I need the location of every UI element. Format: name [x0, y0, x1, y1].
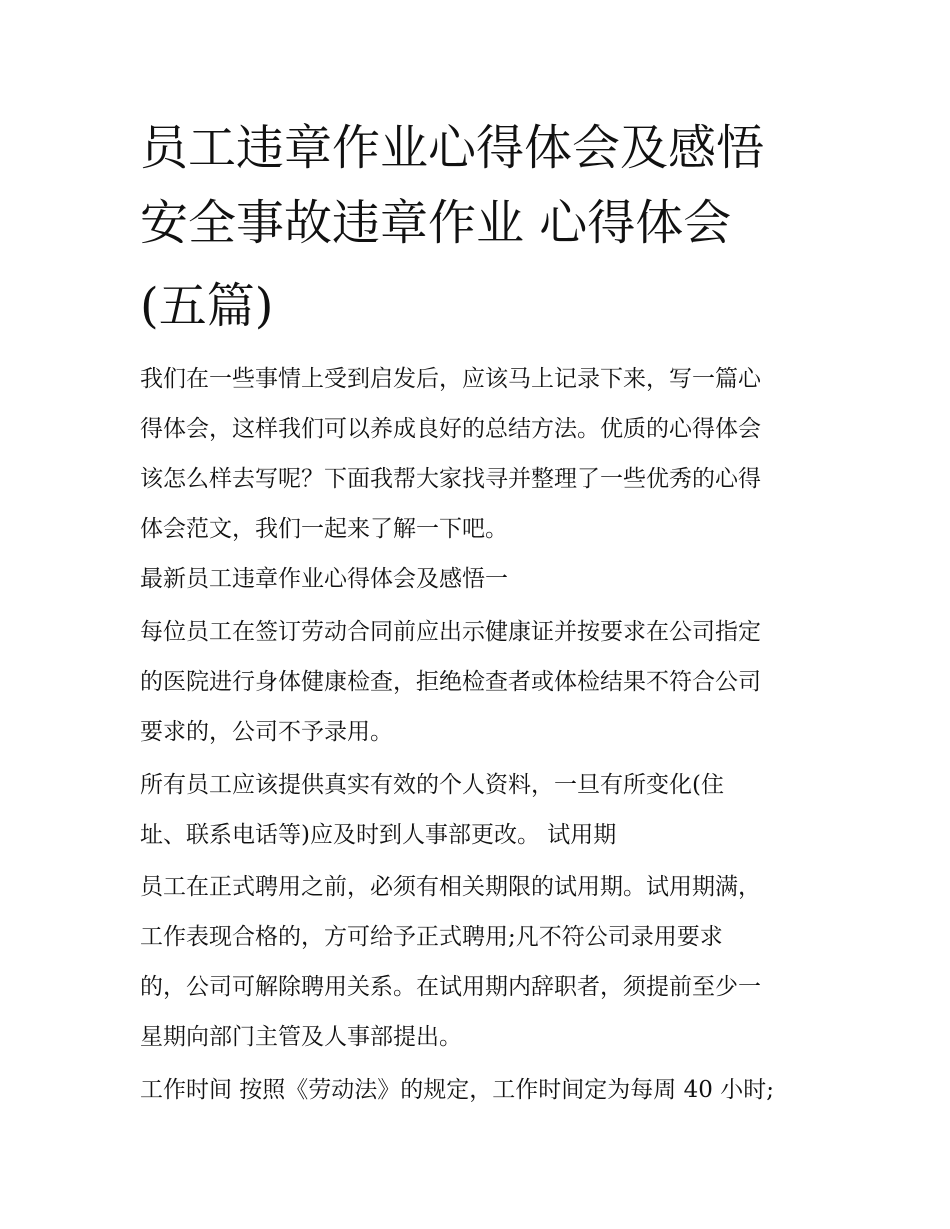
paragraph-health-line-2: 的医院进行身体健康检查，拒绝检查者或体检结果不符合公司	[140, 669, 761, 695]
paragraph-info-line-2: 址、联系电话等)应及时到人事部更改。 试用期	[140, 822, 617, 848]
document-title-line-3: (五篇)	[140, 278, 274, 334]
intro-line-1: 我们在一些事情上受到启发后，应该马上记录下来，写一篇心	[140, 366, 761, 392]
paragraph-worktime-line-1: 工作时间 按照《劳动法》的规定，工作时间定为每周 40 小时;	[140, 1077, 774, 1103]
paragraph-probation-line-3: 的，公司可解除聘用关系。在试用期内辞职者，须提前至少一	[140, 974, 761, 1000]
section-heading: 最新员工违章作业心得体会及感悟一	[140, 566, 508, 592]
paragraph-health-line-3: 要求的，公司不予录用。	[140, 719, 393, 745]
paragraph-probation-line-4: 星期向部门主管及人事部提出。	[140, 1024, 462, 1050]
document-title-line-2: 安全事故违章作业 心得体会	[140, 195, 732, 251]
intro-line-4: 体会范文，我们一起来了解一下吧。	[140, 516, 508, 542]
paragraph-info-line-1: 所有员工应该提供真实有效的个人资料，一旦有所变化(住	[140, 772, 724, 798]
intro-line-3: 该怎么样去写呢？下面我帮大家找寻并整理了一些优秀的心得	[140, 466, 761, 492]
intro-line-2: 得体会，这样我们可以养成良好的总结方法。优质的心得体会	[140, 416, 761, 442]
document-title-line-1: 员工违章作业心得体会及感悟	[140, 120, 765, 176]
paragraph-probation-line-2: 工作表现合格的，方可给予正式聘用;凡不符公司录用要求	[140, 924, 723, 950]
paragraph-health-line-1: 每位员工在签订劳动合同前应出示健康证并按要求在公司指定	[140, 619, 761, 645]
paragraph-probation-line-1: 员工在正式聘用之前，必须有相关期限的试用期。试用期满，	[140, 874, 761, 900]
